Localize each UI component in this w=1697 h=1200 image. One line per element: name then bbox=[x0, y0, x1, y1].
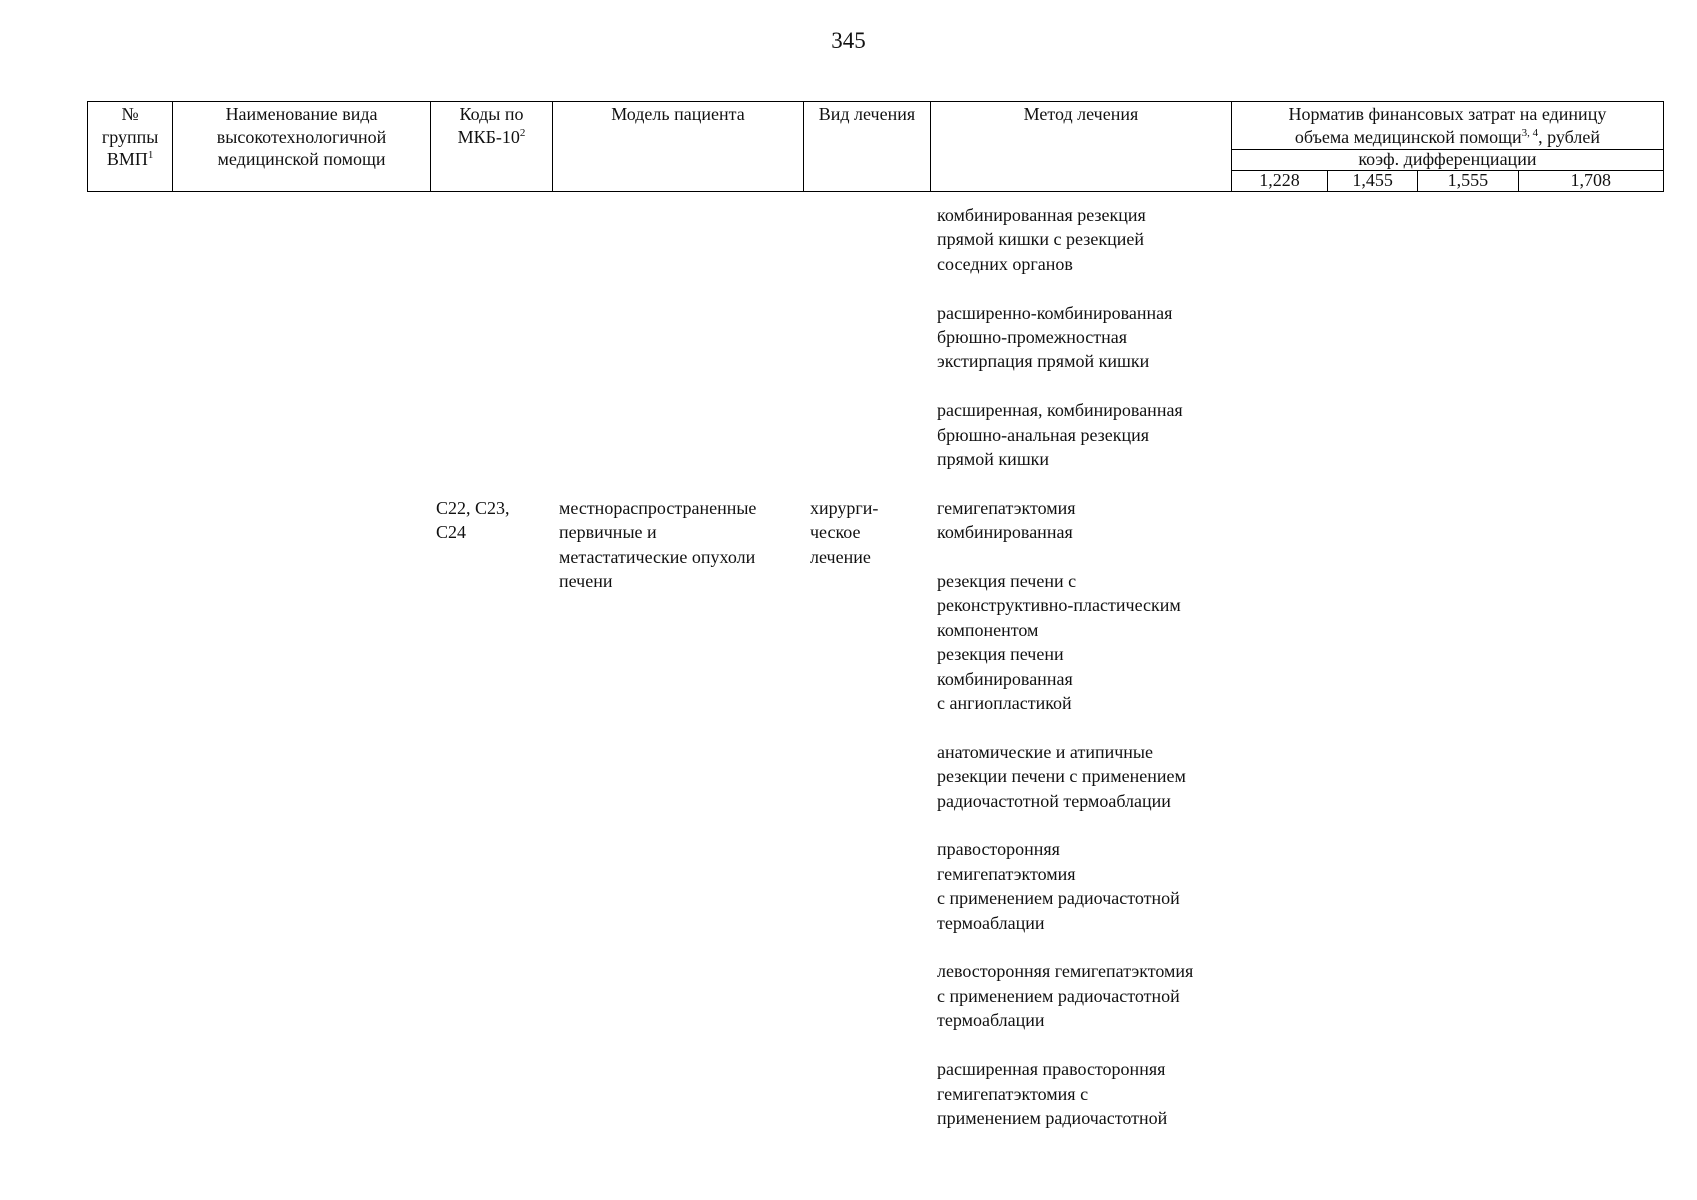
method-line: прямой кишки bbox=[937, 449, 1050, 470]
codes-line: С24 bbox=[436, 522, 467, 543]
method-line: гемигепатэктомия bbox=[937, 497, 1076, 518]
method-line: радиочастотной термоаблации bbox=[937, 790, 1171, 811]
method-line: резекция печени с bbox=[937, 571, 1077, 592]
method-line: гемигепатэктомия bbox=[937, 863, 1076, 884]
method-line: расширенная правосторонняя bbox=[937, 1059, 1166, 1080]
page-number: 345 bbox=[831, 28, 866, 53]
method-line: с ангиопластикой bbox=[937, 693, 1072, 714]
header-group-number bbox=[88, 102, 173, 192]
method-item bbox=[937, 1057, 1237, 1130]
method-line: анатомические и атипичные bbox=[937, 741, 1153, 762]
method-line: правосторонняя bbox=[937, 839, 1060, 860]
method-line: комбинированная bbox=[937, 522, 1073, 543]
header-name-line: высокотехнологичной bbox=[216, 126, 387, 147]
table-header bbox=[87, 101, 1664, 192]
method-gap bbox=[937, 374, 1237, 398]
method-line: расширенная, комбинированная bbox=[937, 400, 1183, 421]
header-codes-line bbox=[434, 126, 549, 149]
header-care-name bbox=[173, 102, 431, 192]
method-line: с применением радиочастотной bbox=[937, 888, 1180, 909]
header-coef-label: коэф. дифференциации bbox=[1231, 150, 1663, 171]
method-gap bbox=[937, 276, 1237, 300]
method-line: расширенно-комбинированная bbox=[937, 302, 1173, 323]
header-treatment-method: Метод лечения bbox=[931, 102, 1232, 192]
coef-value: 1,555 bbox=[1418, 170, 1518, 191]
method-gap bbox=[937, 471, 1237, 495]
coef-value: 1,228 bbox=[1231, 170, 1327, 191]
method-line: прямой кишки с резекцией bbox=[937, 229, 1144, 250]
model-line: печени bbox=[559, 571, 613, 592]
method-gap bbox=[937, 715, 1237, 739]
header-patient-model: Модель пациента bbox=[553, 102, 804, 192]
method-item bbox=[937, 203, 1237, 276]
method-line: резекция печени bbox=[937, 644, 1064, 665]
method-item bbox=[937, 959, 1237, 1032]
header-codes-line: Коды по bbox=[459, 104, 524, 124]
row-treatment-methods bbox=[937, 203, 1237, 1130]
header-group-line bbox=[91, 148, 169, 171]
method-gap bbox=[937, 1033, 1237, 1057]
header-codes-text: МКБ-10 bbox=[457, 126, 520, 147]
header-norm-text: объема медицинской помощи bbox=[1294, 126, 1522, 147]
model-line: местнораспространенные bbox=[559, 498, 757, 518]
method-line: комбинированная bbox=[937, 668, 1073, 689]
header-name-line: медицинской помощи bbox=[217, 149, 386, 169]
method-item bbox=[937, 398, 1237, 471]
method-item bbox=[937, 740, 1237, 813]
method-line: брюшно-промежностная bbox=[937, 327, 1128, 348]
method-item bbox=[937, 569, 1237, 715]
method-line: термоаблации bbox=[937, 1010, 1045, 1031]
header-norm-line: Норматив финансовых затрат на единицу bbox=[1288, 104, 1607, 124]
method-line: реконструктивно-пластическим bbox=[937, 595, 1181, 616]
method-line: левосторонняя гемигепатэктомия bbox=[937, 961, 1194, 982]
method-line: комбинированная резекция bbox=[937, 205, 1146, 225]
method-item bbox=[937, 301, 1237, 374]
treatment-line: хирурги- bbox=[810, 498, 879, 518]
method-line: с применением радиочастотной bbox=[937, 985, 1180, 1006]
footnote-marker: 3, 4 bbox=[1521, 126, 1539, 139]
header-name-line: Наименование вида bbox=[225, 104, 378, 124]
header-group-line: группы bbox=[101, 126, 159, 147]
method-line: брюшно-анальная резекция bbox=[937, 424, 1150, 445]
footnote-marker: 1 bbox=[147, 149, 154, 161]
header-financial-norm bbox=[1231, 102, 1663, 150]
method-line: компонентом bbox=[937, 619, 1039, 640]
treatment-line: ческое bbox=[810, 522, 861, 543]
coef-value: 1,708 bbox=[1518, 170, 1663, 191]
method-line: резекции печени с применением bbox=[937, 766, 1186, 787]
method-line: экстирпация прямой кишки bbox=[937, 351, 1150, 372]
coef-value: 1,455 bbox=[1328, 170, 1418, 191]
method-line: применением радиочастотной bbox=[937, 1107, 1168, 1128]
header-group-text: ВМП bbox=[106, 149, 148, 169]
header-treatment-type: Вид лечения bbox=[803, 102, 930, 192]
method-line: гемигепатэктомия с bbox=[937, 1083, 1089, 1104]
row-patient-model bbox=[559, 496, 799, 594]
method-gap bbox=[937, 545, 1237, 569]
codes-line: С22, С23, bbox=[436, 498, 510, 518]
treatment-line: лечение bbox=[810, 546, 871, 567]
row-icd-codes bbox=[436, 496, 536, 545]
footnote-marker: 2 bbox=[519, 126, 526, 139]
header-group-line: № bbox=[121, 104, 139, 124]
method-item bbox=[937, 496, 1237, 545]
method-line: соседних органов bbox=[937, 253, 1073, 274]
row-treatment-type bbox=[810, 496, 920, 569]
header-norm-suffix: , рублей bbox=[1538, 126, 1600, 147]
method-gap bbox=[937, 813, 1237, 837]
method-item bbox=[937, 837, 1237, 935]
header-icd-codes bbox=[430, 102, 552, 192]
model-line: метастатические опухоли bbox=[559, 546, 756, 567]
method-gap bbox=[937, 935, 1237, 959]
method-line: термоаблации bbox=[937, 912, 1045, 933]
model-line: первичные и bbox=[559, 522, 657, 543]
header-norm-line bbox=[1235, 126, 1660, 149]
